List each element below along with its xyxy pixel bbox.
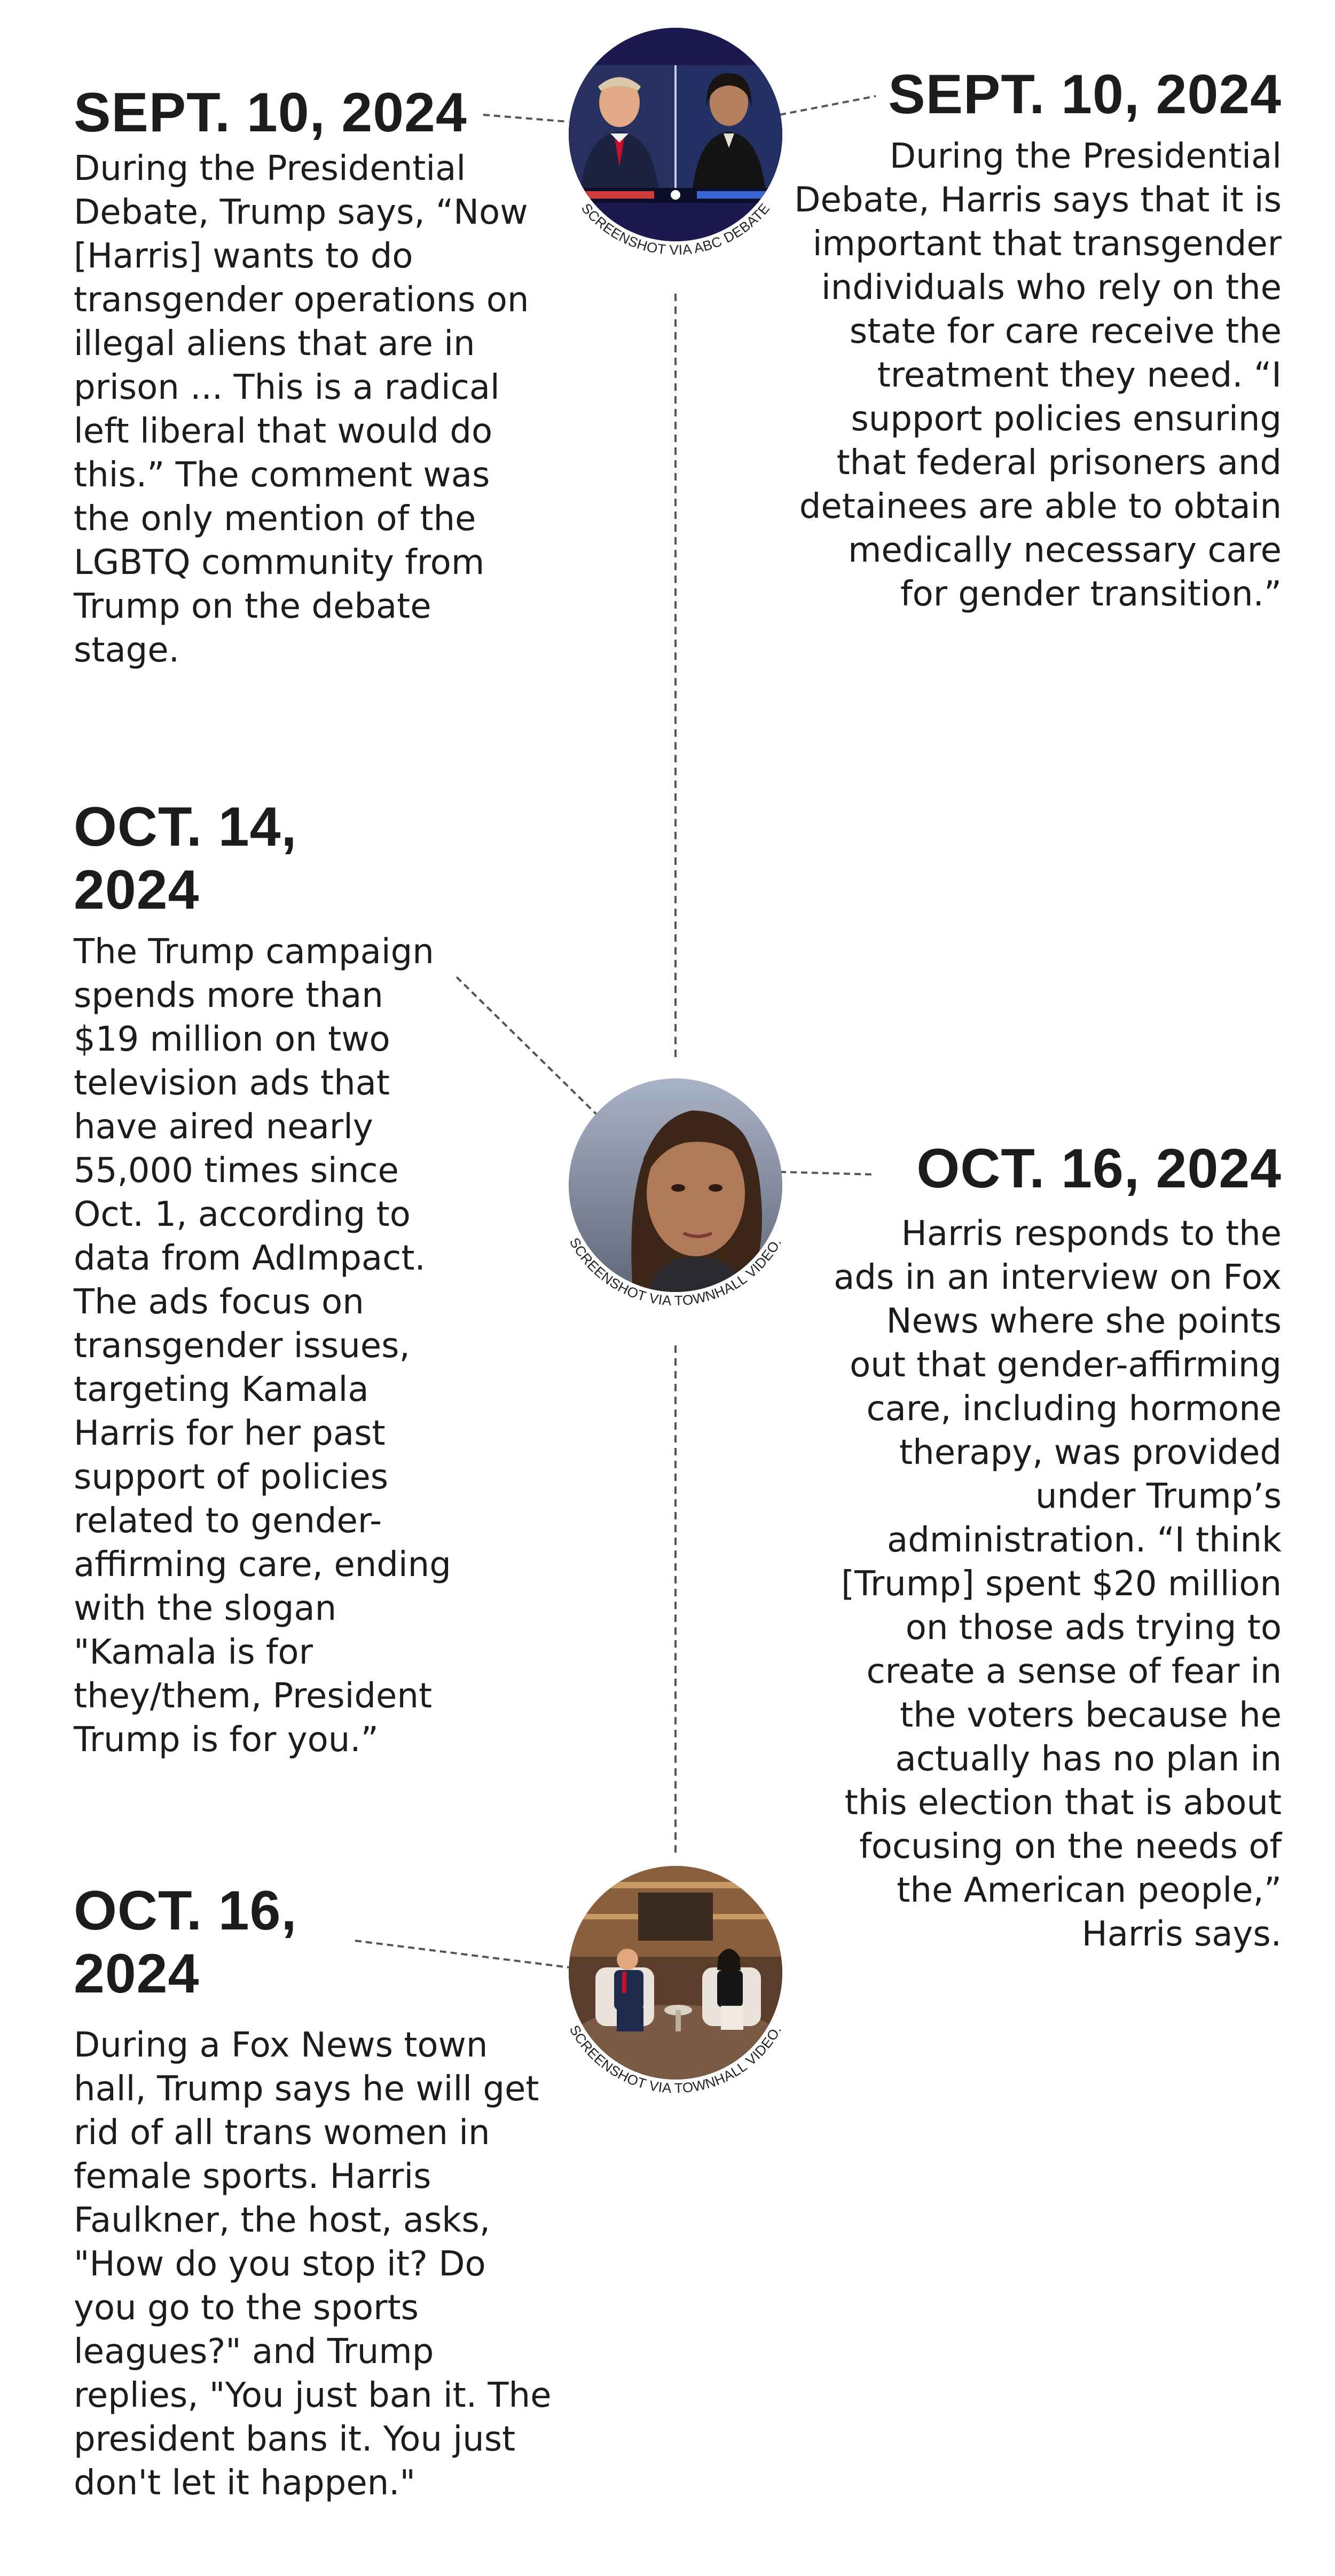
event-3-text: The Trump campaign spends more than $19 million on two television ads that have aired nearly 55,000 times since Oct. 1, according to data from AdImpact. The ads focus on transgender issues, targeting Kamala Harris for her past support of policies related to gender-affirming care, ending with the slogan "Kamala is for they/them, President Trump is for you.”	[74, 932, 451, 1760]
townhall-photo-caption	[553, 1850, 798, 2096]
event-3-date: OCT. 14, 2024	[74, 796, 297, 921]
connector-e5	[355, 1941, 569, 1967]
event-2-text: During the Presidential Debate, Harris says that it is important that transgender individuals who rely on the state for care receive the treatment they need. “I support policies ensuring that federal prisoners and detainees are able to obtain medically necessary care for gender transition.”	[794, 137, 1282, 614]
event-1-date: SEPT. 10, 2024	[74, 82, 467, 144]
svg-text:SCREENSHOT VIA ABC DEBATE: SCREENSHOT VIA ABC DEBATE	[578, 200, 773, 258]
event-5-text: During a Fox News town hall, Trump says he will get rid of all trans women in female sports. Harris Faulkner, the host, asks, "How do you stop it? Do you go to the sports leagues?" and Trump replies, "You just ban it. The president bans it. You just don't let it happen."	[74, 2026, 552, 2503]
event-2-date: SEPT. 10, 2024	[888, 64, 1282, 125]
event-5-date: OCT. 16, 2024	[74, 1880, 297, 2005]
event-4-date: OCT. 16, 2024	[916, 1138, 1282, 1200]
event-4-text: Harris responds to the ads in an interview on Fox News where she points out that gender-affirming care, including hormone therapy, was provided under Trump’s administration. “I think [Trump] spent $20 million on those ads trying to create a sense of fear in the voters because he actually has no plan in this election that is about focusing on the needs of the American people,” Harris says.	[834, 1214, 1282, 1954]
event-1-text: During the Presidential Debate, Trump says, “Now [Harris] wants to do transgender operations on illegal aliens that are in prison ... This is a radical left liberal that would do this.” The comment was the only mention of the LGBTQ community from Trump on the debate stage.	[74, 149, 529, 670]
svg-text:SCREENSHOT VIA TOWNHALL VIDEO.: SCREENSHOT VIA TOWNHALL VIDEO.	[566, 1235, 785, 1309]
debate-photo-caption	[553, 12, 798, 257]
svg-text:SCREENSHOT VIA TOWNHALL VIDEO.: SCREENSHOT VIA TOWNHALL VIDEO.	[566, 2022, 785, 2097]
